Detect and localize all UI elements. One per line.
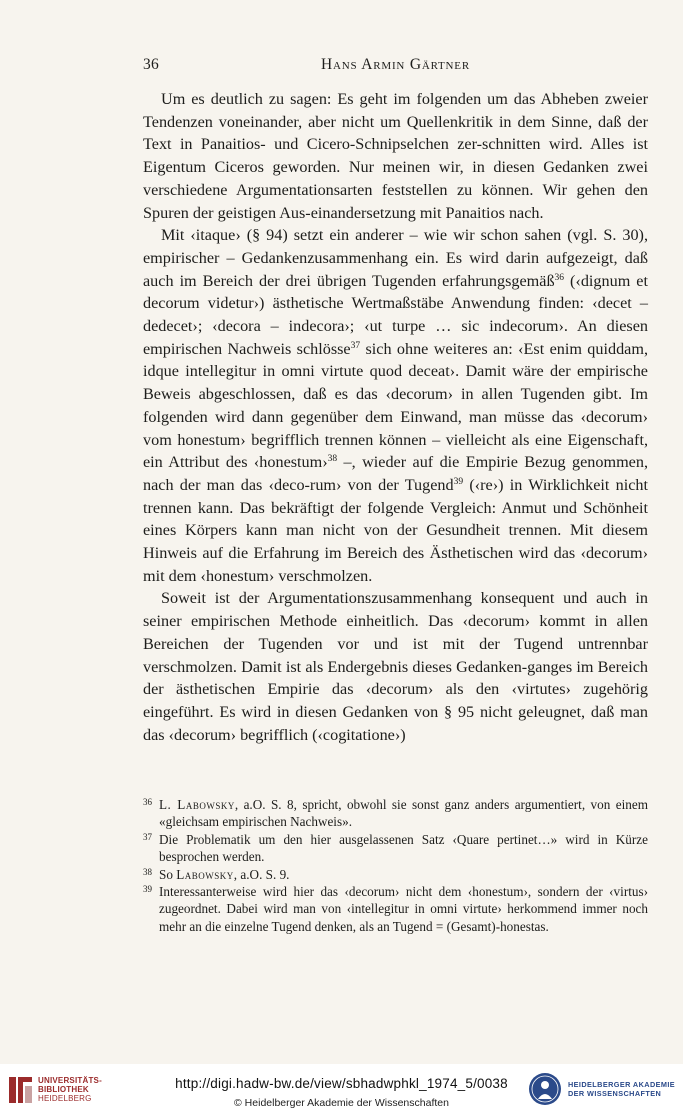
paragraph-2-text-d: –, wieder auf die Empirie Bezug genommen, nach der man das ‹deco-rum› von der Tugend [143,453,648,494]
footnote-ref-39: 39 [453,476,464,487]
footnote-39: 39 Interessanterweise wird hier das ‹decorum› nicht dem ‹honestum›, sondern der ‹virtus› zugeordnet. Dabei wird man von ‹intellegitur in omni virtute› herkommend immer noch mehr an die einzelne Tugend denken, als an Tugend = (Gesamt)-honestas. [143,884,648,934]
library-line-3: HEIDELBERG [38,1094,92,1103]
academy-line-2: DER WISSENSCHAFTEN [568,1089,662,1098]
footnote-38: 38 So Labowsky, a.O. S. 9. [143,866,290,882]
library-line-2: BIBLIOTHEK [38,1085,89,1094]
paragraph-2-text-e: (‹re›) in Wirklichkeit nicht trennen kann. Das bekräftigt der folgende Vergleich: Anmut und Schönheit eines Körpers kann man nicht von der Gesundheit trennen. Mit diesem Hinweis auf die Erfahrung im Bereich des Ästhetischen wird das ‹decorum› mit dem ‹honestum› verschmolzen. [143,475,649,585]
footnote-ref-37: 37 [350,340,361,351]
footnote-author: L. Labowsky [159,797,235,812]
footnote-text: , a.O. S. 8, spricht, obwohl sie sonst ganz anders argumentiert, von einem «gleichsam empirischen Nachweis». [159,797,648,830]
footnote-text: Die Problematik um den hier ausgelassenen Satz ‹Quare pertinet…» wird in Kürze besprochen werden. [159,831,648,865]
footnote-ref-36: 36 [554,272,565,283]
academy-name [568,1080,675,1098]
footnote-ref-38: 38 [327,454,338,465]
academy-line-1: HEIDELBERGER AKADEMIE [568,1080,676,1089]
page-number: 36 [143,56,160,73]
academy-seal-icon [528,1072,562,1106]
footnote-36: 36 L. Labowsky, a.O. S. 8, spricht, obwohl sie sonst ganz anders argumentiert, von einem «gleichsam empirischen Nachweis». [143,797,648,830]
body-text [143,88,648,746]
paragraph-2-text-c: sich ohne weiteres an: ‹Est enim quiddam, idque intellegitur in omni virtute quod deceat›. Damit wäre der empirische Beweis abgeschlossen, daß es das ‹decorum› in allen Tugenden gibt. Im folgenden wird dann gegenüber dem Einwand, man müsse das ‹decorum› vom honestum› begrifflich trennen können – vielleicht als eine Eigenschaft, ein Attribut des ‹honestum› [143,339,648,472]
paragraph-2 [143,224,648,587]
footnote-text: Interessanterweise wird hier das ‹decorum› nicht dem ‹honestum›, sondern der ‹virtus› zugeordnet. Dabei wird man von ‹intellegitur in omni virtute› herkommend immer noch mehr an die einzelne Tugend denken, als an Tugend = (Gesamt)-honestas. [159,884,648,934]
paragraph-2-text-a: Mit ‹itaque› (§ 94) setzt ein anderer – wie wir schon sahen (vgl. S. 30), empirischer – Gedankenzusammenhang ein. Es wird darin aufgezeigt, daß auch im Bereich der drei übrigen Tugenden erfahrungsgemäß [143,226,648,290]
paragraph-1: Um es deutlich zu sagen: Es geht im folgenden um das Abheben zweier Tendenzen voneinander, aber nicht um Quellenkritik in dem Sinne, daß der Text in Panaitios- und Cicero-Schnipselchen zer-schnitten wird. Alles ist Eigentum Ciceros geworden. Nur meinen wir, in diesen Gedanken zwei verschiedene Argumentationsarten feststellen zu können. Wir gehen den Spuren der geistigen Aus-einandersetzung mit Panaitios nach. [143,90,648,222]
page-header [143,56,648,78]
digitization-footer [0,1064,683,1115]
paragraph-3: Soweit ist der Argumentationszusammenhang konsequent und auch in seiner empirischen Methode einheitlich. Das ‹decorum› kommt in allen Bereichen der Tugenden vor und ist mit der Tugend untrennbar verschmolzen. Damit ist als Endergebnis dieses Gedanken-ganges im Bereich der ästhetischen Empirie das ‹decorum› als den ‹virtutes› zugehörig eingeführt. Es wird in diesen Gedanken von § 95 nicht geleugnet, daß man das ‹decorum› begrifflich (‹cogitatione›) [143,589,648,744]
running-head: Hans Armin Gärtner [321,56,470,73]
footnote-prefix: So [159,866,177,882]
footnote-text: , a.O. S. 9. [233,866,290,882]
paragraph-2-text-b: (‹dignum et decorum videtur›) ästhetische Wertmaßstäbe Anwendung finden: ‹decet – dedecet›; ‹decora – indecora›; ‹ut turpe … sic indecorum›. An diesen empirischen Nachweis schlösse [143,271,648,358]
footnote-37: 37 Die Problematik um den hier ausgelassenen Satz ‹Quare pertinet…» wird in Kürze besprochen werden. [143,831,648,865]
footnote-author: Labowsky [176,866,234,882]
copyright-notice: © Heidelberger Akademie der Wissenschaften [234,1097,449,1109]
library-line-1: UNIVERSITÄTS- [38,1076,102,1085]
footnotes [143,796,648,935]
digital-url-link[interactable]: http://digi.hadw-bw.de/view/sbhadwphkl_1974_5/0038 [175,1076,508,1091]
